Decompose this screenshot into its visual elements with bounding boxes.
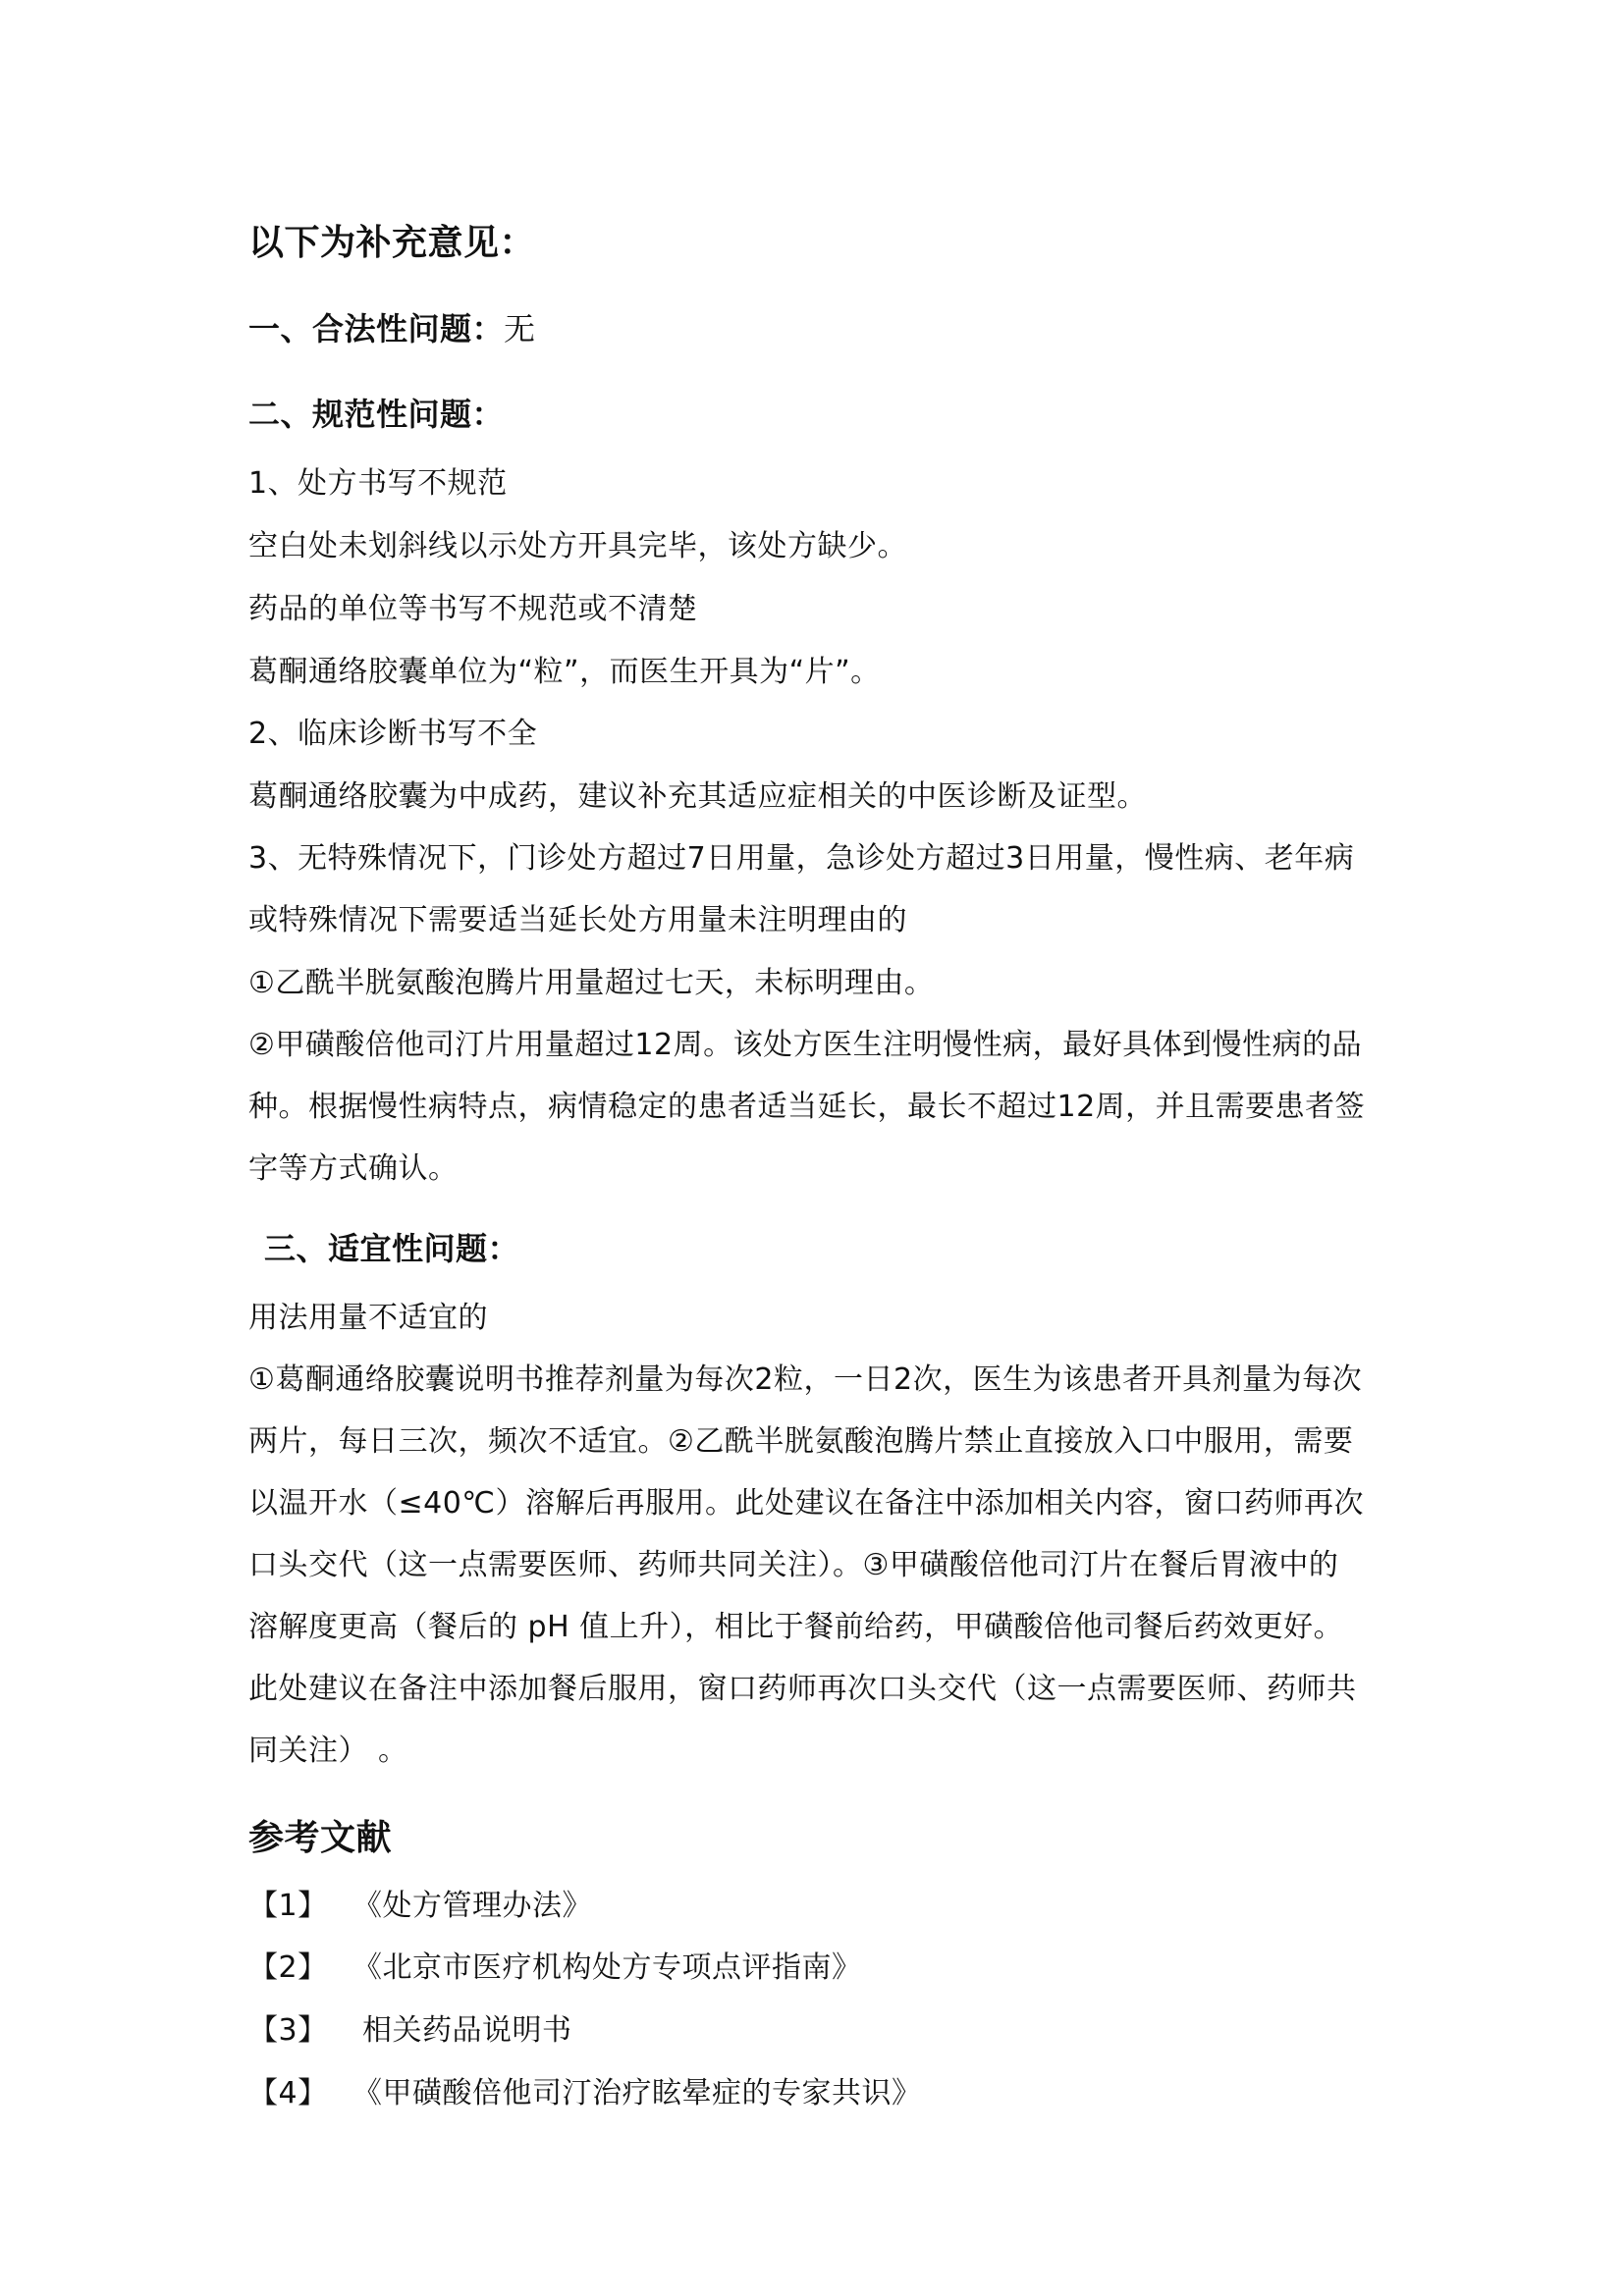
section1-heading: 一、合法性问题：	[248, 310, 505, 347]
section1-value: 无	[504, 310, 536, 347]
section2-line: 葛酮通络胶囊单位为“粒”，而医生开具为“片”。	[248, 655, 881, 689]
section3-line: 溶解度更高（餐后的 pH 值上升），相比于餐前给药，甲磺酸倍他司餐后药效更好。	[248, 1610, 1344, 1644]
section3-line: 同关注） 。	[248, 1734, 408, 1768]
section3-line: 两片，每日三次，频次不适宜。②乙酰半胱氨酸泡腾片禁止直接放入口中服用，需要	[248, 1424, 1354, 1459]
section3-line: ①葛酮通络胶囊说明书推荐剂量为每次2粒，一日2次，医生为该患者开具剂量为每次	[248, 1362, 1363, 1397]
section2-line: 1、处方书写不规范	[248, 466, 508, 501]
reference-text: 相关药品说明书	[352, 2013, 572, 2048]
section2-line: 或特殊情况下需要适当延长处方用量未注明理由的	[248, 903, 907, 937]
section2-line: 种。根据慢性病特点，病情稳定的患者适当延长，最长不超过12周，并且需要患者签	[248, 1090, 1366, 1124]
section3-line: 口头交代（这一点需要医师、药师共同关注）。③甲磺酸倍他司汀片在餐后胃液中的	[248, 1548, 1339, 1582]
section2-line: ②甲磺酸倍他司汀片用量超过12周。该处方医生注明慢性病，最好具体到慢性病的品	[248, 1028, 1363, 1062]
reference-item	[248, 1887, 592, 1926]
section2-line: 空白处未划斜线以示处方开具完毕，该处方缺少。	[248, 529, 907, 563]
section3-line: 以温开水（≤40℃）溶解后再服用。此处建议在备注中添加相关内容，窗口药师再次	[248, 1486, 1365, 1521]
section2-line: 2、临床诊断书写不全	[248, 717, 538, 751]
section2-line: 葛酮通络胶囊为中成药，建议补充其适应症相关的中医诊断及证型。	[248, 779, 1147, 814]
references-heading: 参考文献	[248, 1818, 393, 1858]
section2-line: 药品的单位等书写不规范或不清楚	[248, 592, 698, 626]
reference-item	[248, 1949, 862, 1988]
reference-item	[248, 2011, 572, 2051]
reference-number: 【3】	[248, 2013, 328, 2048]
reference-number: 【1】	[248, 1889, 328, 1923]
section3-line: 用法用量不适宜的	[248, 1301, 488, 1335]
reference-text: 《处方管理办法》	[352, 1889, 592, 1923]
section2-line: ①乙酰半胱氨酸泡腾片用量超过七天，未标明理由。	[248, 966, 935, 1000]
section3-heading: 三、适宜性问题：	[264, 1230, 520, 1267]
section2-line: 3、无特殊情况下，门诊处方超过7日用量，急诊处方超过3日用量，慢性病、老年病	[248, 841, 1355, 876]
reference-text: 《北京市医疗机构处方专项点评指南》	[352, 1950, 862, 1985]
reference-number: 【4】	[248, 2076, 328, 2110]
section1-heading-line	[248, 308, 536, 349]
reference-number: 【2】	[248, 1950, 328, 1985]
page-title: 以下为补充意见：	[248, 223, 536, 263]
reference-text: 《甲磺酸倍他司汀治疗眩晕症的专家共识》	[352, 2076, 922, 2110]
reference-item	[248, 2074, 922, 2113]
section2-heading: 二、规范性问题：	[248, 396, 505, 433]
section2-line: 字等方式确认。	[248, 1151, 459, 1186]
section3-line: 此处建议在备注中添加餐后服用，窗口药师再次口头交代（这一点需要医师、药师共	[248, 1672, 1357, 1706]
